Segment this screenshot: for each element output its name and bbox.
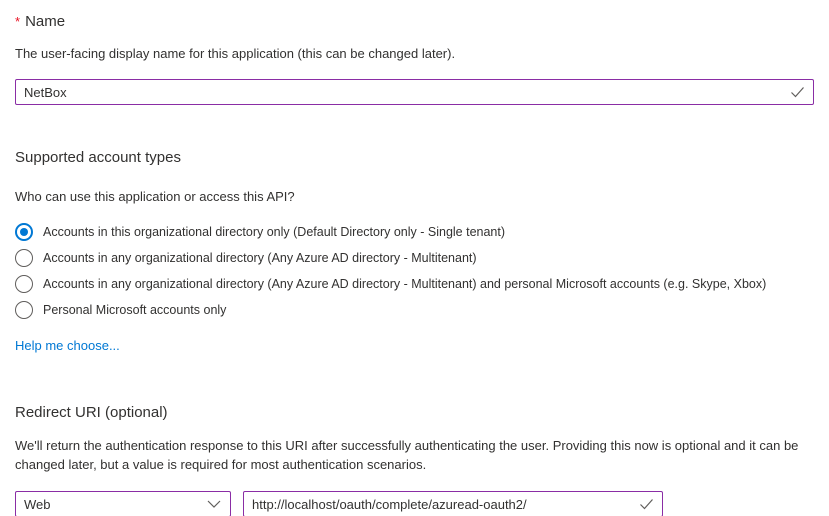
app-registration-form <box>0 13 829 516</box>
radio-unselected-icon[interactable] <box>15 275 33 293</box>
radio-option-label: Accounts in any organizational directory (Any Azure AD directory - Multitenant) <box>43 251 477 265</box>
radio-option-label: Personal Microsoft accounts only <box>43 303 227 317</box>
required-asterisk: * <box>15 14 21 29</box>
radio-option-multitenant-personal[interactable] <box>15 271 814 297</box>
radio-option-label: Accounts in any organizational directory (Any Azure AD directory - Multitenant) and personal Microsoft accounts (e.g. Skype, Xbox) <box>43 277 767 291</box>
help-me-choose-link[interactable]: Help me choose... <box>15 338 120 353</box>
name-field-description: The user-facing display name for this application (this can be changed later). <box>15 46 456 61</box>
radio-option-personal-only[interactable] <box>15 297 814 323</box>
radio-option-single-tenant[interactable] <box>15 219 814 245</box>
chevron-down-icon <box>207 500 221 508</box>
supported-account-types-title: Supported account types <box>15 149 181 166</box>
redirect-uri-title: Redirect URI (optional) <box>15 404 168 421</box>
account-types-question: Who can use this application or access this API? <box>15 189 295 204</box>
account-type-radio-group <box>15 219 814 323</box>
radio-option-label: Accounts in this organizational directory only (Default Directory only - Single tenant) <box>43 225 506 239</box>
name-field-label <box>15 13 814 30</box>
radio-unselected-icon[interactable] <box>15 249 33 267</box>
radio-option-multitenant[interactable] <box>15 245 814 271</box>
platform-select[interactable] <box>15 491 231 516</box>
redirect-uri-row <box>15 491 814 516</box>
name-input[interactable] <box>15 79 814 105</box>
platform-select-value: Web <box>24 496 51 512</box>
redirect-uri-input-wrap <box>243 491 663 516</box>
radio-unselected-icon[interactable] <box>15 301 33 319</box>
name-input-wrap <box>15 79 814 105</box>
name-label-text: Name <box>25 13 66 30</box>
redirect-uri-description: We'll return the authentication response to this URI after successfully authenticating the user. Providing this now is optional and it can be changed later, but a value is required for most authentication scenarios. <box>15 438 799 472</box>
redirect-uri-input[interactable] <box>243 491 663 516</box>
radio-selected-icon[interactable] <box>15 223 33 241</box>
